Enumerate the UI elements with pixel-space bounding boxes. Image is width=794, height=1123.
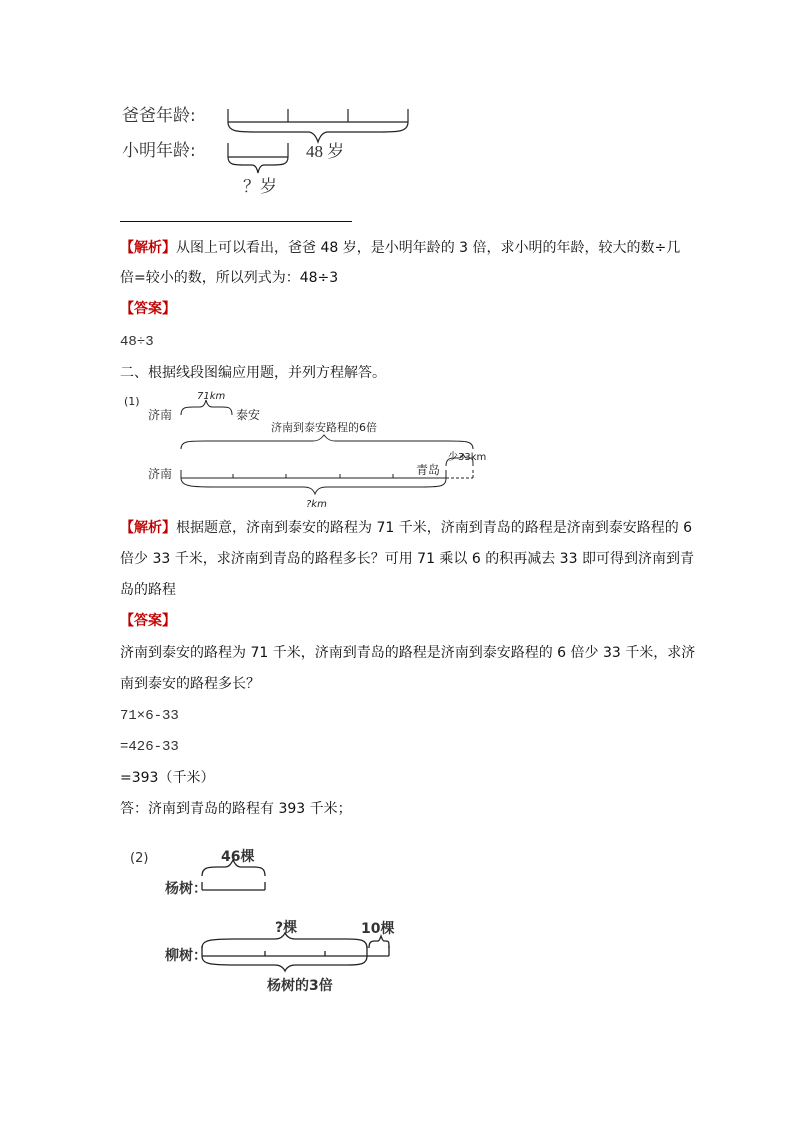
city-jinan-label: 济南	[148, 408, 173, 422]
analysis-tag: 【解析】	[120, 520, 176, 536]
section-2-heading: 二、根据线段图编应用题，并列方程解答。	[120, 365, 386, 381]
calc-line-3: =393（千米）	[120, 770, 215, 786]
analysis-1-line1	[120, 238, 680, 258]
final-answer: 答：济南到青岛的路程有 393 千米；	[120, 801, 352, 817]
unknown-distance-label: ?km	[306, 499, 327, 510]
poplar-label: 杨树：	[165, 881, 207, 897]
analysis-text: 根据题意，济南到泰安的路程为 71 千米，济南到青岛的路程是济南到泰安路程的 6	[176, 520, 693, 536]
less-33-label: 少33km	[448, 452, 487, 463]
analysis-2-line1	[120, 518, 692, 538]
three-times-brace	[202, 956, 367, 971]
unknown-age-label: ？岁	[243, 177, 277, 197]
diagram-index: (1)	[124, 395, 140, 408]
answer-2-line1: 济南到泰安的路程为 71 千米，济南到青岛的路程是济南到泰安路程的 6 倍少 33 千米，求济	[120, 645, 696, 661]
analysis-text: 从图上可以看出，爸爸 48 岁，是小明年龄的 3 倍，求小明的年龄，较大的数÷几	[176, 240, 681, 256]
son-age-label: 小明年龄:	[122, 141, 196, 161]
jinan-qingdao-segment	[181, 470, 446, 478]
tree-line-diagram	[125, 840, 405, 1000]
divider-line	[120, 221, 352, 222]
answer-1: 48÷3	[120, 334, 154, 350]
city-qingdao-label: 青岛	[416, 463, 441, 477]
unknown-distance-brace	[181, 478, 446, 494]
willow-segment	[202, 946, 389, 956]
distance-71-brace	[181, 400, 232, 415]
willow-label: 柳树：	[165, 948, 207, 964]
analysis-2-line3: 岛的路程	[120, 582, 176, 598]
father-segment	[228, 109, 408, 122]
father-total-brace	[228, 122, 408, 142]
poplar-count-label: 46棵	[221, 849, 255, 865]
analysis-1-line2: 倍=较小的数，所以列式为：48÷3	[120, 270, 339, 286]
extra-trees-brace	[369, 936, 389, 948]
unknown-trees-label: ?棵	[275, 920, 298, 936]
extra-trees-label: 10棵	[361, 921, 395, 937]
analysis-tag: 【解析】	[120, 240, 176, 256]
age-line-diagram	[110, 95, 430, 205]
son-brace	[228, 157, 288, 173]
city-jinan-row2-label: 济南	[148, 467, 173, 481]
total-age-label: 48 岁	[306, 142, 345, 161]
father-age-label: 爸爸年龄:	[122, 106, 196, 126]
calc-line-2: =426-33	[120, 739, 179, 755]
analysis-2-line2: 倍少 33 千米，求济南到青岛的路程多长？可用 71 乘以 6 的积再减去 33 即可得到济南到青	[120, 551, 694, 567]
six-times-brace	[181, 435, 473, 449]
distance-71-label: 71km	[197, 391, 226, 402]
answer-tag: 【答案】	[120, 613, 176, 629]
answer-tag: 【答案】	[120, 301, 176, 317]
city-taian-label: 泰安	[236, 408, 261, 422]
poplar-segment	[202, 882, 265, 890]
three-times-label: 杨树的3倍	[267, 978, 333, 994]
calc-line-1: 71×6-33	[120, 708, 179, 724]
route-line-diagram	[118, 388, 498, 513]
answer-2-line2: 南到泰安的路程多长？	[120, 676, 260, 692]
son-segment	[228, 143, 288, 157]
diagram-2-index: (2)	[130, 851, 149, 866]
six-times-label: 济南到泰安路程的6倍	[271, 421, 377, 434]
dashed-33-segment	[446, 470, 473, 478]
